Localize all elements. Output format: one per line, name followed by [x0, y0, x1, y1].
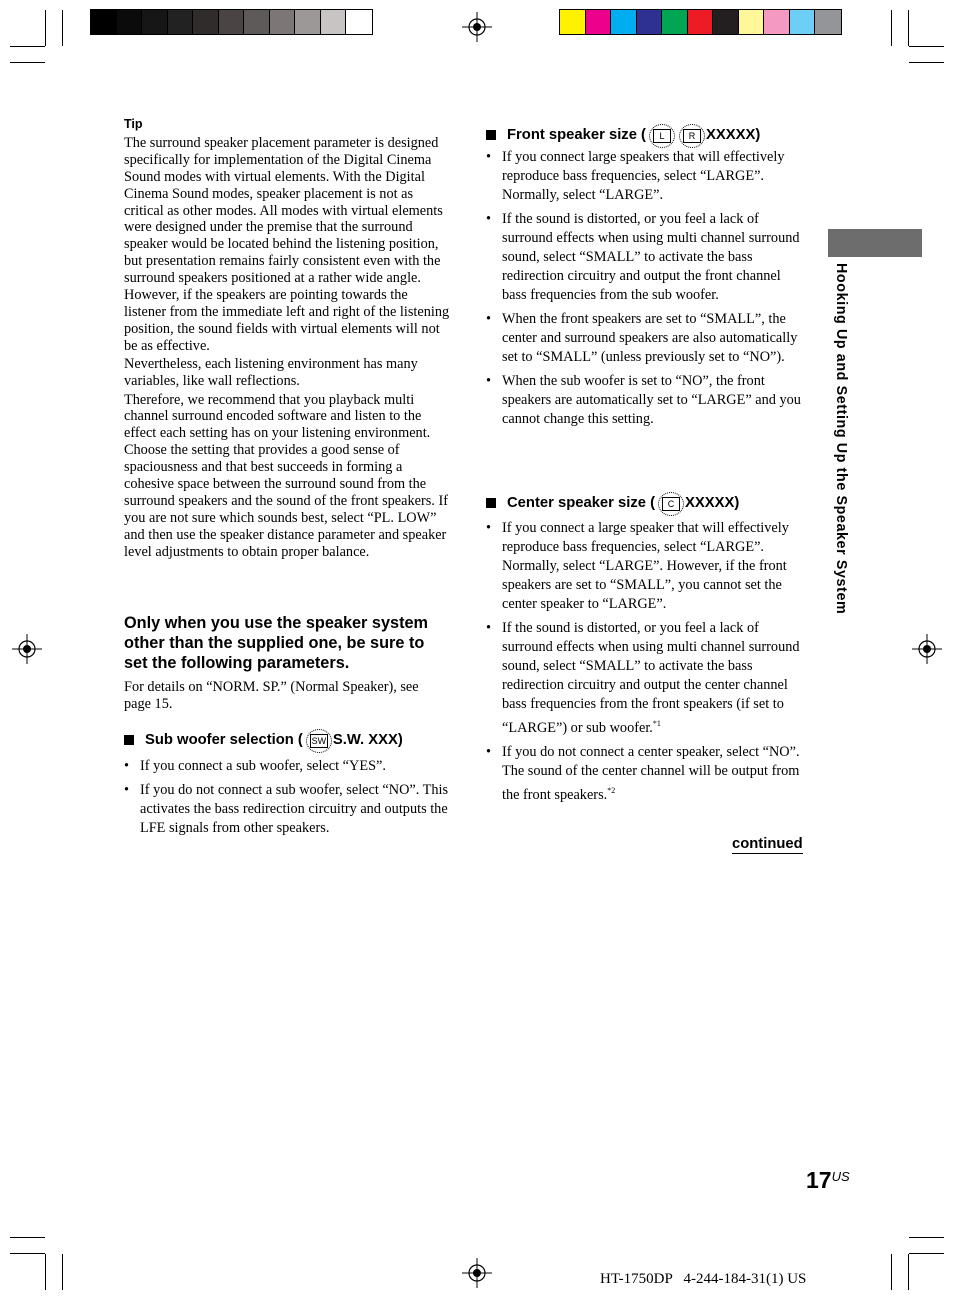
registration-mark-icon [462, 1258, 492, 1288]
sub-woofer-title-pre: Sub woofer selection ( [145, 732, 303, 748]
tip-paragraph-1: The surround speaker placement parameter is designed specifically for implementation of the Digital Cinema Sound modes with virtual elements. With the Digital Cinema Sound modes, speaker placement is not as critical as other modes. All modes with virtual elements were designed under the premise that the surround speaker would be located behind the listening position, but presentation remains fairly consistent even with the surround speakers positioned at a rather wide angle. However, if the speakers are pointing towards the listener from the immediate left and right of the listening position, the sound fields with virtual elements will not be as effective. [124, 134, 450, 354]
square-bullet-icon [486, 498, 496, 508]
crop-mark [10, 1237, 45, 1238]
speaker-center-label: C [662, 497, 680, 511]
sub-woofer-list [124, 757, 450, 843]
list-item [486, 619, 808, 738]
page-number-value: 17 [806, 1167, 832, 1193]
list-item: • If you connect large speakers that will effectively reproduce bass frequencies, select “LARGE”. Normally, select “LARGE”. [486, 148, 808, 205]
crop-mark [10, 62, 45, 63]
details-note: For details on “NORM. SP.” (Normal Speaker), see page 15. [124, 679, 419, 712]
color-swatch [346, 10, 372, 34]
crop-mark [45, 1254, 46, 1290]
page-number [806, 1167, 850, 1194]
center-speaker-title-pre: Center speaker size ( [507, 495, 656, 511]
registration-mark-icon [912, 634, 942, 664]
color-swatch [790, 10, 816, 34]
crop-mark [909, 62, 944, 63]
crop-mark [891, 10, 892, 46]
color-swatch [739, 10, 765, 34]
speaker-sw-icon [306, 729, 330, 751]
list-item: • If you connect a sub woofer, select “YES”. [124, 757, 450, 776]
color-swatch [815, 10, 841, 34]
list-item: • When the sub woofer is set to “NO”, the front speakers are automatically set to “LARGE” and you cannot change this setting. [486, 372, 808, 429]
crop-mark [909, 1237, 944, 1238]
chapter-tab [828, 229, 922, 257]
tip-paragraph-2: Nevertheless, each listening environment has many variables, like wall reflections. [124, 355, 418, 389]
front-speaker-heading [486, 124, 760, 146]
tip-label: Tip [124, 117, 143, 131]
color-swatch [295, 10, 321, 34]
footer-code: HT-1750DP 4-244-184-31(1) US [600, 1271, 807, 1287]
crop-mark [908, 10, 909, 46]
crop-mark [10, 1253, 45, 1254]
color-calibration-bar [559, 9, 842, 35]
speaker-left-label: L [653, 129, 671, 143]
color-swatch [662, 10, 688, 34]
crop-mark [62, 1254, 63, 1290]
registration-mark-icon [12, 634, 42, 664]
center-speaker-heading [486, 492, 739, 514]
speaker-center-icon [658, 492, 682, 514]
crop-mark [909, 46, 944, 47]
crop-mark [45, 10, 46, 46]
continued-label: continued [732, 836, 803, 852]
color-swatch [270, 10, 296, 34]
color-swatch [560, 10, 586, 34]
list-item: • If you do not connect a sub woofer, select “NO”. This activates the bass redirection circuitry and outputs the LFE signals from other speakers. [124, 781, 450, 838]
color-swatch [91, 10, 117, 34]
list-item-text: If the sound is distorted, or you feel a lack of surround effects when using multi channel surround sound, select “SMALL” to activate the bass redirection circuitry and output the center channel bass frequencies from the front speakers (if set to “LARGE”) or sub woofer. [502, 620, 800, 736]
list-item [486, 743, 808, 805]
page-number-suffix: US [831, 1169, 850, 1184]
footnote-ref: *1 [652, 719, 661, 728]
speaker-right-icon [679, 124, 703, 146]
color-swatch [586, 10, 612, 34]
front-speaker-list [486, 148, 808, 434]
color-swatch [637, 10, 663, 34]
sub-woofer-title-post: S.W. XXX) [332, 732, 403, 748]
crop-mark [908, 1254, 909, 1290]
list-item: • When the front speakers are set to “SMALL”, the center and surround speakers are also automatically set to “SMALL” (unless previously set to “NO”). [486, 310, 808, 367]
list-item: • If the sound is distorted, or you feel a lack of surround effects when using multi channel surround sound, select “SMALL” to activate the bass redirection circuitry and output the front channel bass frequencies from the sub woofer. [486, 210, 808, 305]
list-item: • If you connect a large speaker that will effectively reproduce bass frequencies, select “LARGE”. Normally, select “LARGE”. However, if the front speakers are set to “SMALL”, you cannot set the center speaker to “LARGE”. [486, 519, 808, 614]
sub-woofer-heading [124, 729, 403, 751]
tip-section [124, 116, 450, 561]
color-swatch [688, 10, 714, 34]
chapter-side-title: Hooking Up and Setting Up the Speaker System [833, 263, 849, 615]
color-swatch [193, 10, 219, 34]
crop-mark [891, 1254, 892, 1290]
front-speaker-title-post: XXXXX) [705, 127, 761, 143]
front-speaker-title-pre: Front speaker size ( [507, 127, 646, 143]
crop-mark [10, 46, 45, 47]
square-bullet-icon [124, 735, 134, 745]
tip-paragraph-3: Therefore, we recommend that you playback multi channel surround encoded software and listen to the effect each setting has on your listening environment. Choose the setting that provides a good sense of spaciousness and that best succeeds in forming a cohesive space between the surround sound from the surround speakers and the sound of the front speakers. If you are not sure which sounds best, select “PL. LOW” and then use the speaker distance parameter and speaker level adjustments to obtain proper balance. [124, 391, 448, 560]
center-speaker-title-post: XXXXX) [685, 495, 740, 511]
color-swatch [168, 10, 194, 34]
registration-mark-icon [462, 12, 492, 42]
center-speaker-list [486, 519, 808, 810]
color-swatch [713, 10, 739, 34]
color-swatch [611, 10, 637, 34]
speaker-sw-label: SW [311, 736, 327, 746]
crop-mark [909, 1253, 944, 1254]
crop-mark [62, 10, 63, 46]
list-item-text: If you do not connect a center speaker, select “NO”. The sound of the center channel will be output from the front speakers. [502, 743, 800, 803]
color-swatch [321, 10, 347, 34]
main-heading: Only when you use the speaker system other than the supplied one, be sure to set the following parameters. [124, 614, 429, 672]
grayscale-calibration-bar [90, 9, 373, 35]
square-bullet-icon [486, 130, 496, 140]
color-swatch [219, 10, 245, 34]
color-swatch [142, 10, 168, 34]
speaker-right-label: R [683, 129, 701, 143]
color-swatch [117, 10, 143, 34]
speaker-left-icon [649, 124, 673, 146]
color-swatch [764, 10, 790, 34]
footnote-ref: *2 [607, 785, 616, 795]
color-swatch [244, 10, 270, 34]
